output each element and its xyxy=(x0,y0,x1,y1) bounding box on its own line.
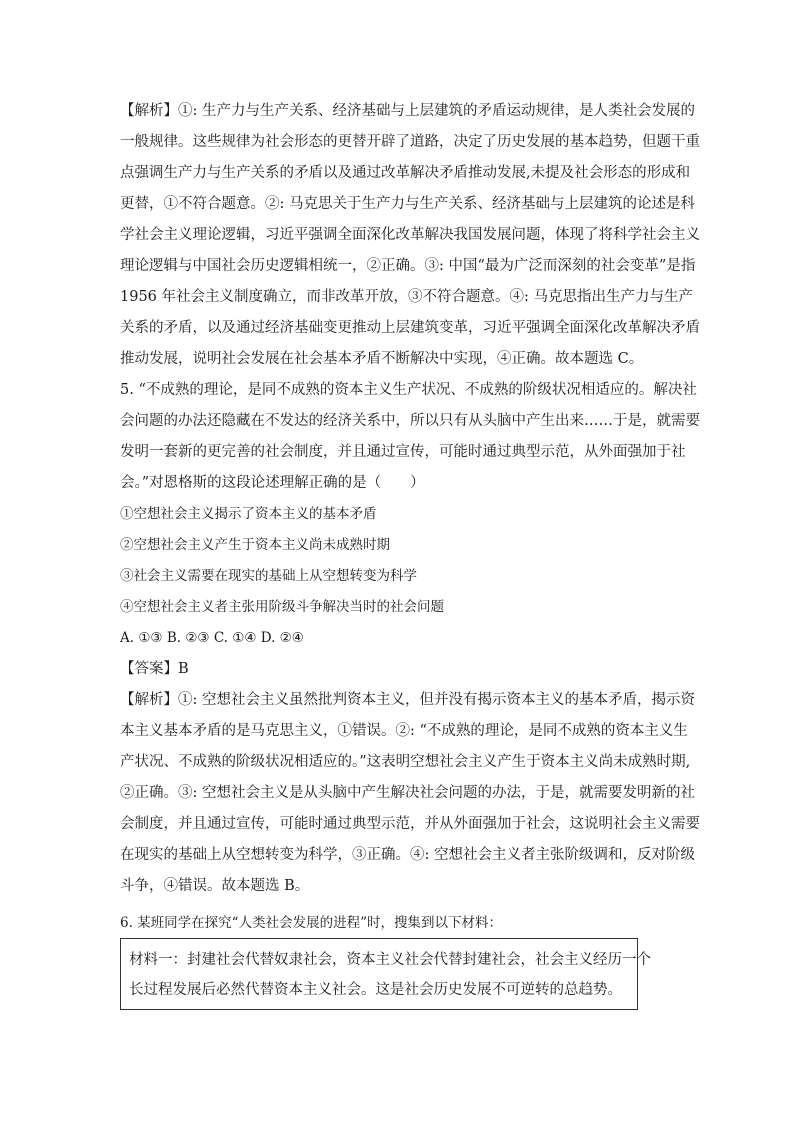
text-line: 理论逻辑与中国社会历史逻辑相统一，②正确。③: 中国“最为广泛而深刻的社会变革”是指 xyxy=(120,258,696,274)
text-line: 关系的矛盾，以及通过经济基础变更推动上层建筑变革，习近平强调全面深化改革解决矛盾 xyxy=(120,320,700,336)
text-line: 本主义基本矛盾的是马克思主义，①错误。②: “不成熟的理论，是同不成熟的资本主义生 xyxy=(120,723,688,739)
material-line: 长过程发展后必然代替资本主义社会。这是社会历史发展不可逆转的总趋势。 xyxy=(129,982,622,998)
text-line: 产状况、不成熟的阶级状况相适应的。”这表明空想社会主义产生于资本主义尚未成熟时期, xyxy=(120,754,691,770)
text-line: ②正确。③: 空想社会主义是从头脑中产生解决社会问题的办法，于是，就需要发明新的社 xyxy=(120,785,695,801)
option-3: ③社会主义需要在现实的基础上从空想转变为科学 xyxy=(120,568,417,584)
answer-label: 【答案】B xyxy=(120,661,189,677)
question-5 xyxy=(120,375,700,902)
text-line: 会制度，并且通过宣传，可能时通过典型示范，并从外面强加于社会，这说明社会主义需要 xyxy=(120,816,700,832)
option-1: ①空想社会主义揭示了资本主义的基本矛盾 xyxy=(120,506,377,522)
option-4: ④空想社会主义者主张用阶级斗争解决当时的社会问题 xyxy=(120,599,444,615)
question-stem-line: 会。”对恩格斯的这段论述理解正确的是（ ） xyxy=(120,475,425,491)
material-box xyxy=(120,938,651,1010)
text-line: 一般规律。这些规律为社会形态的更替开辟了道路，决定了历史发展的基本趋势，但题干重 xyxy=(120,134,700,150)
question-stem: 6. 某班同学在探究“人类社会发展的进程”时，搜集到以下材料： xyxy=(120,915,502,931)
question-stem-line: 会问题的办法还隐藏在不发达的经济关系中，所以只有从头脑中产生出来……于是，就需要 xyxy=(120,413,700,429)
text-line: 斗争，④错误。故本题选 B。 xyxy=(120,878,310,894)
text-line: 【解析】①: 生产力与生产关系、经济基础与上层建筑的矛盾运动规律，是人类社会发展的 xyxy=(120,103,695,119)
text-line: 1956 年社会主义制度确立，而非改革开放，③不符合题意。④: 马克思指出生产力与生产 xyxy=(120,289,694,305)
material-line: 材料一：封建社会代替奴隶社会，资本主义社会代替封建社会，社会主义经历一个 xyxy=(129,952,651,968)
question-6 xyxy=(120,908,680,939)
text-line: 推动发展，说明社会发展在社会基本矛盾不断解决中实现，④正确。故本题选 C。 xyxy=(120,351,644,367)
text-line: 【解析】①: 空想社会主义虽然批判资本主义，但并没有揭示资本主义的基本矛盾，揭示资 xyxy=(120,692,695,708)
question-stem-line: 5. “不成熟的理论，是同不成熟的资本主义生产状况、不成熟的阶级状况相适应的。解决社 xyxy=(120,382,697,398)
text-line: 学社会主义理论逻辑，习近平强调全面深化改革解决我国发展问题，体现了将科学社会主义 xyxy=(120,227,700,243)
text-line: 更替，①不符合题意。②: 马克思关于生产力与生产关系、经济基础与上层建筑的论述是科 xyxy=(120,196,695,212)
question-stem-line: 发明一套新的更完善的社会制度，并且通过宣传，可能时通过典型示范，从外面强加于社 xyxy=(120,444,686,460)
text-line: 点强调生产力与生产关系的矛盾以及通过改革解决矛盾推动发展,未提及社会形态的形成和 xyxy=(120,165,691,181)
text-line: 在现实的基础上从空想转变为科学，③正确。④: 空想社会主义者主张阶级调和，反对阶级 xyxy=(120,847,695,863)
option-2: ②空想社会主义产生于资本主义尚未成熟时期 xyxy=(120,537,390,553)
answer-choices: A. ①③ B. ②③ C. ①④ D. ②④ xyxy=(120,630,304,646)
analysis-q4 xyxy=(120,96,700,375)
